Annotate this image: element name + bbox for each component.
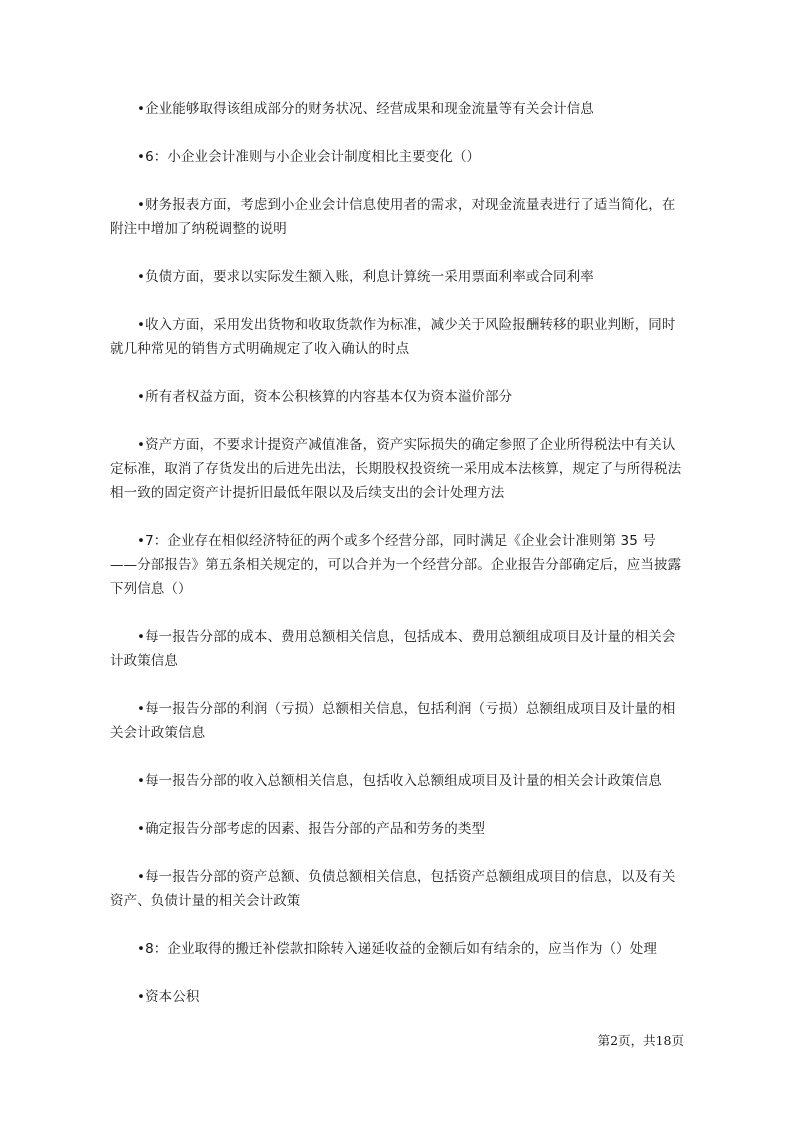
paragraph-13: •每一报告分部的资产总额、负债总额相关信息，包括资产总额组成项目的信息，以及有关资产、负债计量的相关会计政策: [110, 869, 676, 909]
paragraph-9: •每一报告分部的成本、费用总额相关信息，包括成本、费用总额组成项目及计量的相关会计政策信息: [110, 629, 676, 669]
paragraph-10: •每一报告分部的利润（亏损）总额相关信息，包括利润（亏损）总额组成项目及计量的相关会计政策信息: [110, 701, 676, 741]
paragraph-2: •6：小企业会计准则与小企业会计制度相比主要变化（）: [137, 149, 481, 165]
paragraph-8: •7：企业存在相似经济特征的两个或多个经营分部，同时满足《企业会计准则第 35 号——分部报告》第五条相关规定的，可以合并为一个经营分部。企业报告分部确定后，应当披露下列信息（）: [110, 533, 682, 597]
paragraph-1: •企业能够取得该组成部分的财务状况、经营成果和现金流量等有关会计信息: [137, 101, 594, 117]
paragraph-5: •收入方面，采用发出货物和收取货款作为标准，减少关于风险报酬转移的职业判断，同时就几种常见的销售方式明确规定了收入确认的时点: [110, 317, 676, 357]
paragraph-14: •8：企业取得的搬迁补偿款扣除转入递延收益的金额后如有结余的，应当作为（）处理: [137, 941, 657, 957]
paragraph-11: •每一报告分部的收入总额相关信息，包括收入总额组成项目及计量的相关会计政策信息: [137, 773, 662, 789]
paragraph-7: •资产方面，不要求计提资产减值准备，资产实际损失的确定参照了企业所得税法中有关认定标准，取消了存货发出的后进先出法，长期股权投资统一采用成本法核算，规定了与所得税法相一致的固定资产计提折旧最低年限以及后续支出的会计处理方法: [110, 437, 682, 501]
paragraph-3: •财务报表方面，考虑到小企业会计信息使用者的需求，对现金流量表进行了适当简化，在附注中增加了纳税调整的说明: [110, 197, 676, 237]
paragraph-15: •资本公积: [137, 989, 200, 1005]
paragraph-12: •确定报告分部考虑的因素、报告分部的产品和劳务的类型: [137, 821, 486, 837]
paragraph-6: •所有者权益方面，资本公积核算的内容基本仅为资本溢价部分: [137, 389, 513, 405]
paragraph-4: •负债方面，要求以实际发生额入账，利息计算统一采用票面利率或合同利率: [137, 269, 594, 285]
page-number: 第2页，共18页: [597, 1033, 684, 1048]
